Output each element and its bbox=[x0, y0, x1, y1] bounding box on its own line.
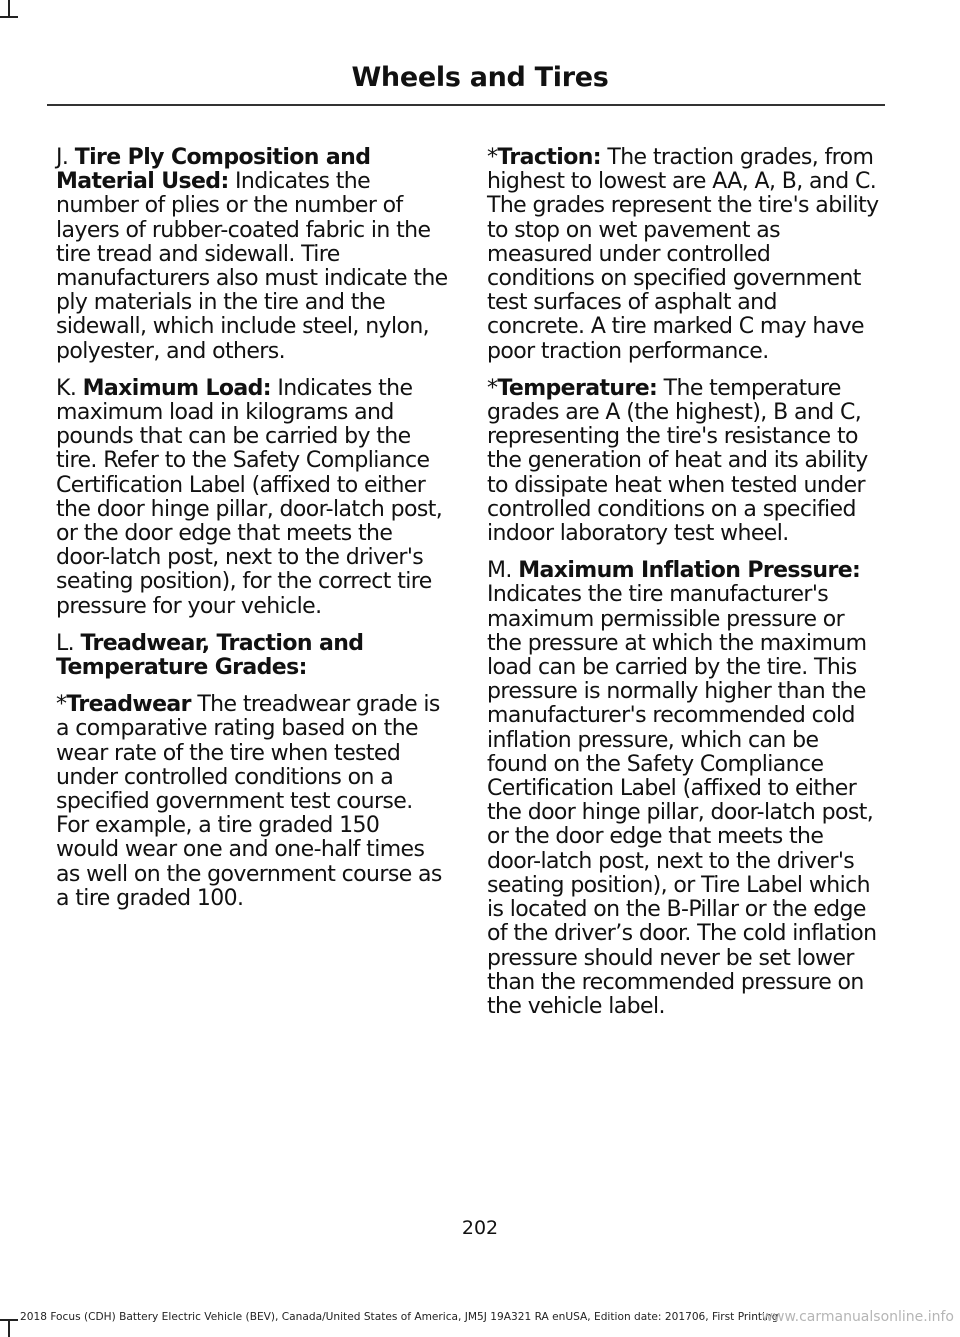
crop-mark-bottom-left-horizontal bbox=[0, 1319, 18, 1321]
paragraph-m-text: Indicates the tire manufacturer's maximum permissible pressure or the pressure at which the maximum load can be carried by the tire. This pressure is normally higher than the manufacturer's recommended cold inflation pressure, which can be found on the Safety Compliance Certification Label (affixed to either the door hinge pillar, door-latch post, or the door edge that meets the door-latch post, next to the driver's seating position), or Tire Label which is located on the B-Pillar or the edge of the driver’s door. The cold inflation pressure should never be set lower than the recommended pressure on the vehicle label. bbox=[487, 582, 877, 1019]
paragraph-l-prefix: L. bbox=[56, 630, 75, 656]
page-title: Wheels and Tires bbox=[351, 62, 609, 93]
paragraph-traction-heading: Traction: bbox=[497, 145, 601, 170]
paragraph-k-heading: Maximum Load: bbox=[82, 375, 272, 401]
paragraph-treadwear-prefix: * bbox=[56, 692, 67, 718]
paragraph-m bbox=[487, 559, 879, 1019]
paragraph-j-heading: Tire Ply Composition and Material Used: bbox=[56, 145, 371, 195]
right-column bbox=[487, 146, 879, 1032]
paragraph-k-text: Indicates the maximum load in kilograms and pounds that can be carried by the tire. Refer to the Safety Compliance Certification Label (affixed to either the door hinge pillar, door-latch post, or the door edge that meets the door-latch post, next to the driver's seating position), for the correct tire pressure for your vehicle. bbox=[56, 375, 443, 619]
paragraph-k bbox=[56, 377, 448, 619]
footer-edition-info: 2018 Focus (CDH) Battery Electric Vehicle (BEV), Canada/United States of America, JM5J 19A321 RA enUSA, Edition date: 201706, First Printing bbox=[20, 1311, 779, 1323]
paragraph-temperature-prefix: * bbox=[487, 375, 498, 401]
watermark: www.carmanualsonline.info bbox=[761, 1309, 954, 1325]
paragraph-treadwear-text: The treadwear grade is a comparative rating based on the wear rate of the tire when tested under controlled conditions on a specified government test course. For example, a tire graded 150 would wear one and one-half times as well on the government course as a tire graded 100. bbox=[56, 692, 442, 911]
paragraph-traction-prefix: * bbox=[487, 145, 498, 170]
paragraph-traction bbox=[487, 146, 879, 364]
paragraph-l-heading: Treadwear, Traction and Temperature Grades: bbox=[56, 630, 364, 681]
paragraph-m-prefix: M. bbox=[487, 558, 512, 584]
paragraph-temperature-heading: Temperature: bbox=[497, 375, 658, 401]
paragraph-m-heading: Maximum Inflation Pressure: bbox=[518, 558, 861, 584]
paragraph-treadwear bbox=[56, 693, 448, 911]
left-column bbox=[56, 146, 448, 924]
paragraph-treadwear-heading: Treadwear bbox=[66, 692, 191, 718]
paragraph-temperature bbox=[487, 377, 879, 546]
paragraph-j-text: Indicates the number of plies or the number of layers of rubber-coated fabric in the tire tread and sidewall. Tire manufacturers also must indicate the ply materials in the tire and the sidewall, which include steel, nylon, polyester, and others. bbox=[56, 169, 448, 364]
header-divider bbox=[47, 104, 885, 106]
page-number: 202 bbox=[461, 1217, 499, 1239]
crop-mark-bottom-left-vertical bbox=[8, 1319, 10, 1337]
paragraph-k-prefix: K. bbox=[56, 375, 77, 401]
paragraph-traction-text: The traction grades, from highest to lowest are AA, A, B, and C. The grades represent the tire's ability to stop on wet pavement as measured under controlled conditions on specified government test surfaces of asphalt and concrete. A tire marked C may have poor traction performance. bbox=[487, 145, 879, 364]
paragraph-temperature-text: The temperature grades are A (the highest), B and C, representing the tire's resistance to the generation of heat and its ability to dissipate heat when tested under controlled conditions on a specified indoor laboratory test wheel. bbox=[487, 375, 868, 547]
paragraph-l bbox=[56, 632, 448, 680]
crop-mark-top-left-horizontal bbox=[0, 16, 18, 18]
paragraph-j bbox=[56, 146, 448, 364]
paragraph-j-prefix: J. bbox=[56, 145, 69, 170]
